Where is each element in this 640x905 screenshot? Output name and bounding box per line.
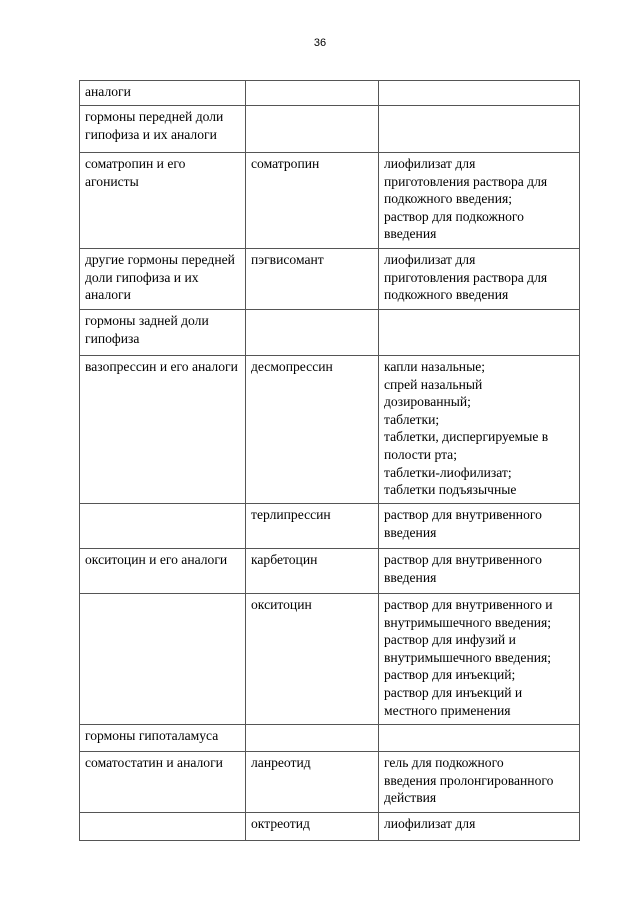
group-cell: соматропин и его агонисты <box>80 153 246 249</box>
group-cell: соматостатин и аналоги <box>80 752 246 813</box>
page-number: 36 <box>313 37 327 49</box>
drug-cell: окситоцин <box>246 594 379 725</box>
group-cell: окситоцин и его аналоги <box>80 549 246 594</box>
table-row <box>80 813 580 841</box>
table-row <box>80 725 580 752</box>
form-cell <box>379 106 580 153</box>
drug-cell: соматропин <box>246 153 379 249</box>
form-cell: капли назальные; спрей назальный дозированный; таблетки; таблетки, диспергируемые в полости рта; таблетки-лиофилизат; таблетки подъязычные <box>379 356 580 504</box>
drug-cell: карбетоцин <box>246 549 379 594</box>
table-row <box>80 594 580 725</box>
drug-cell <box>246 81 379 106</box>
form-cell <box>379 81 580 106</box>
drug-cell: десмопрессин <box>246 356 379 504</box>
group-cell: вазопрессин и его аналоги <box>80 356 246 504</box>
drug-cell: ланреотид <box>246 752 379 813</box>
table-row <box>80 310 580 356</box>
group-cell <box>80 813 246 841</box>
drug-cell <box>246 725 379 752</box>
table-row <box>80 106 580 153</box>
group-cell: аналоги <box>80 81 246 106</box>
form-cell: раствор для внутривенного введения <box>379 504 580 549</box>
group-cell: гормоны задней доли гипофиза <box>80 310 246 356</box>
drug-cell: терлипрессин <box>246 504 379 549</box>
drug-cell: пэгвисомант <box>246 249 379 310</box>
table-row <box>80 153 580 249</box>
group-cell <box>80 504 246 549</box>
group-cell: другие гормоны передней доли гипофиза и их аналоги <box>80 249 246 310</box>
drug-cell: октреотид <box>246 813 379 841</box>
form-cell: лиофилизат для <box>379 813 580 841</box>
group-cell: гормоны передней доли гипофиза и их аналоги <box>80 106 246 153</box>
form-cell: гель для подкожного введения пролонгированного действия <box>379 752 580 813</box>
form-cell: лиофилизат для приготовления раствора для подкожного введения; раствор для подкожного введения <box>379 153 580 249</box>
table-row <box>80 752 580 813</box>
drug-table <box>79 80 580 841</box>
form-cell: лиофилизат для приготовления раствора для подкожного введения <box>379 249 580 310</box>
group-cell <box>80 594 246 725</box>
drug-cell <box>246 310 379 356</box>
table-row <box>80 504 580 549</box>
table-row <box>80 249 580 310</box>
table-row <box>80 81 580 106</box>
form-cell <box>379 725 580 752</box>
drug-cell <box>246 106 379 153</box>
table-row <box>80 549 580 594</box>
form-cell <box>379 310 580 356</box>
group-cell: гормоны гипоталамуса <box>80 725 246 752</box>
form-cell: раствор для внутривенного введения <box>379 549 580 594</box>
form-cell: раствор для внутривенного и внутримышечного введения; раствор для инфузий и внутримышечного введения; раствор для инъекций; раствор для инъекций и местного применения <box>379 594 580 725</box>
table-row <box>80 356 580 504</box>
